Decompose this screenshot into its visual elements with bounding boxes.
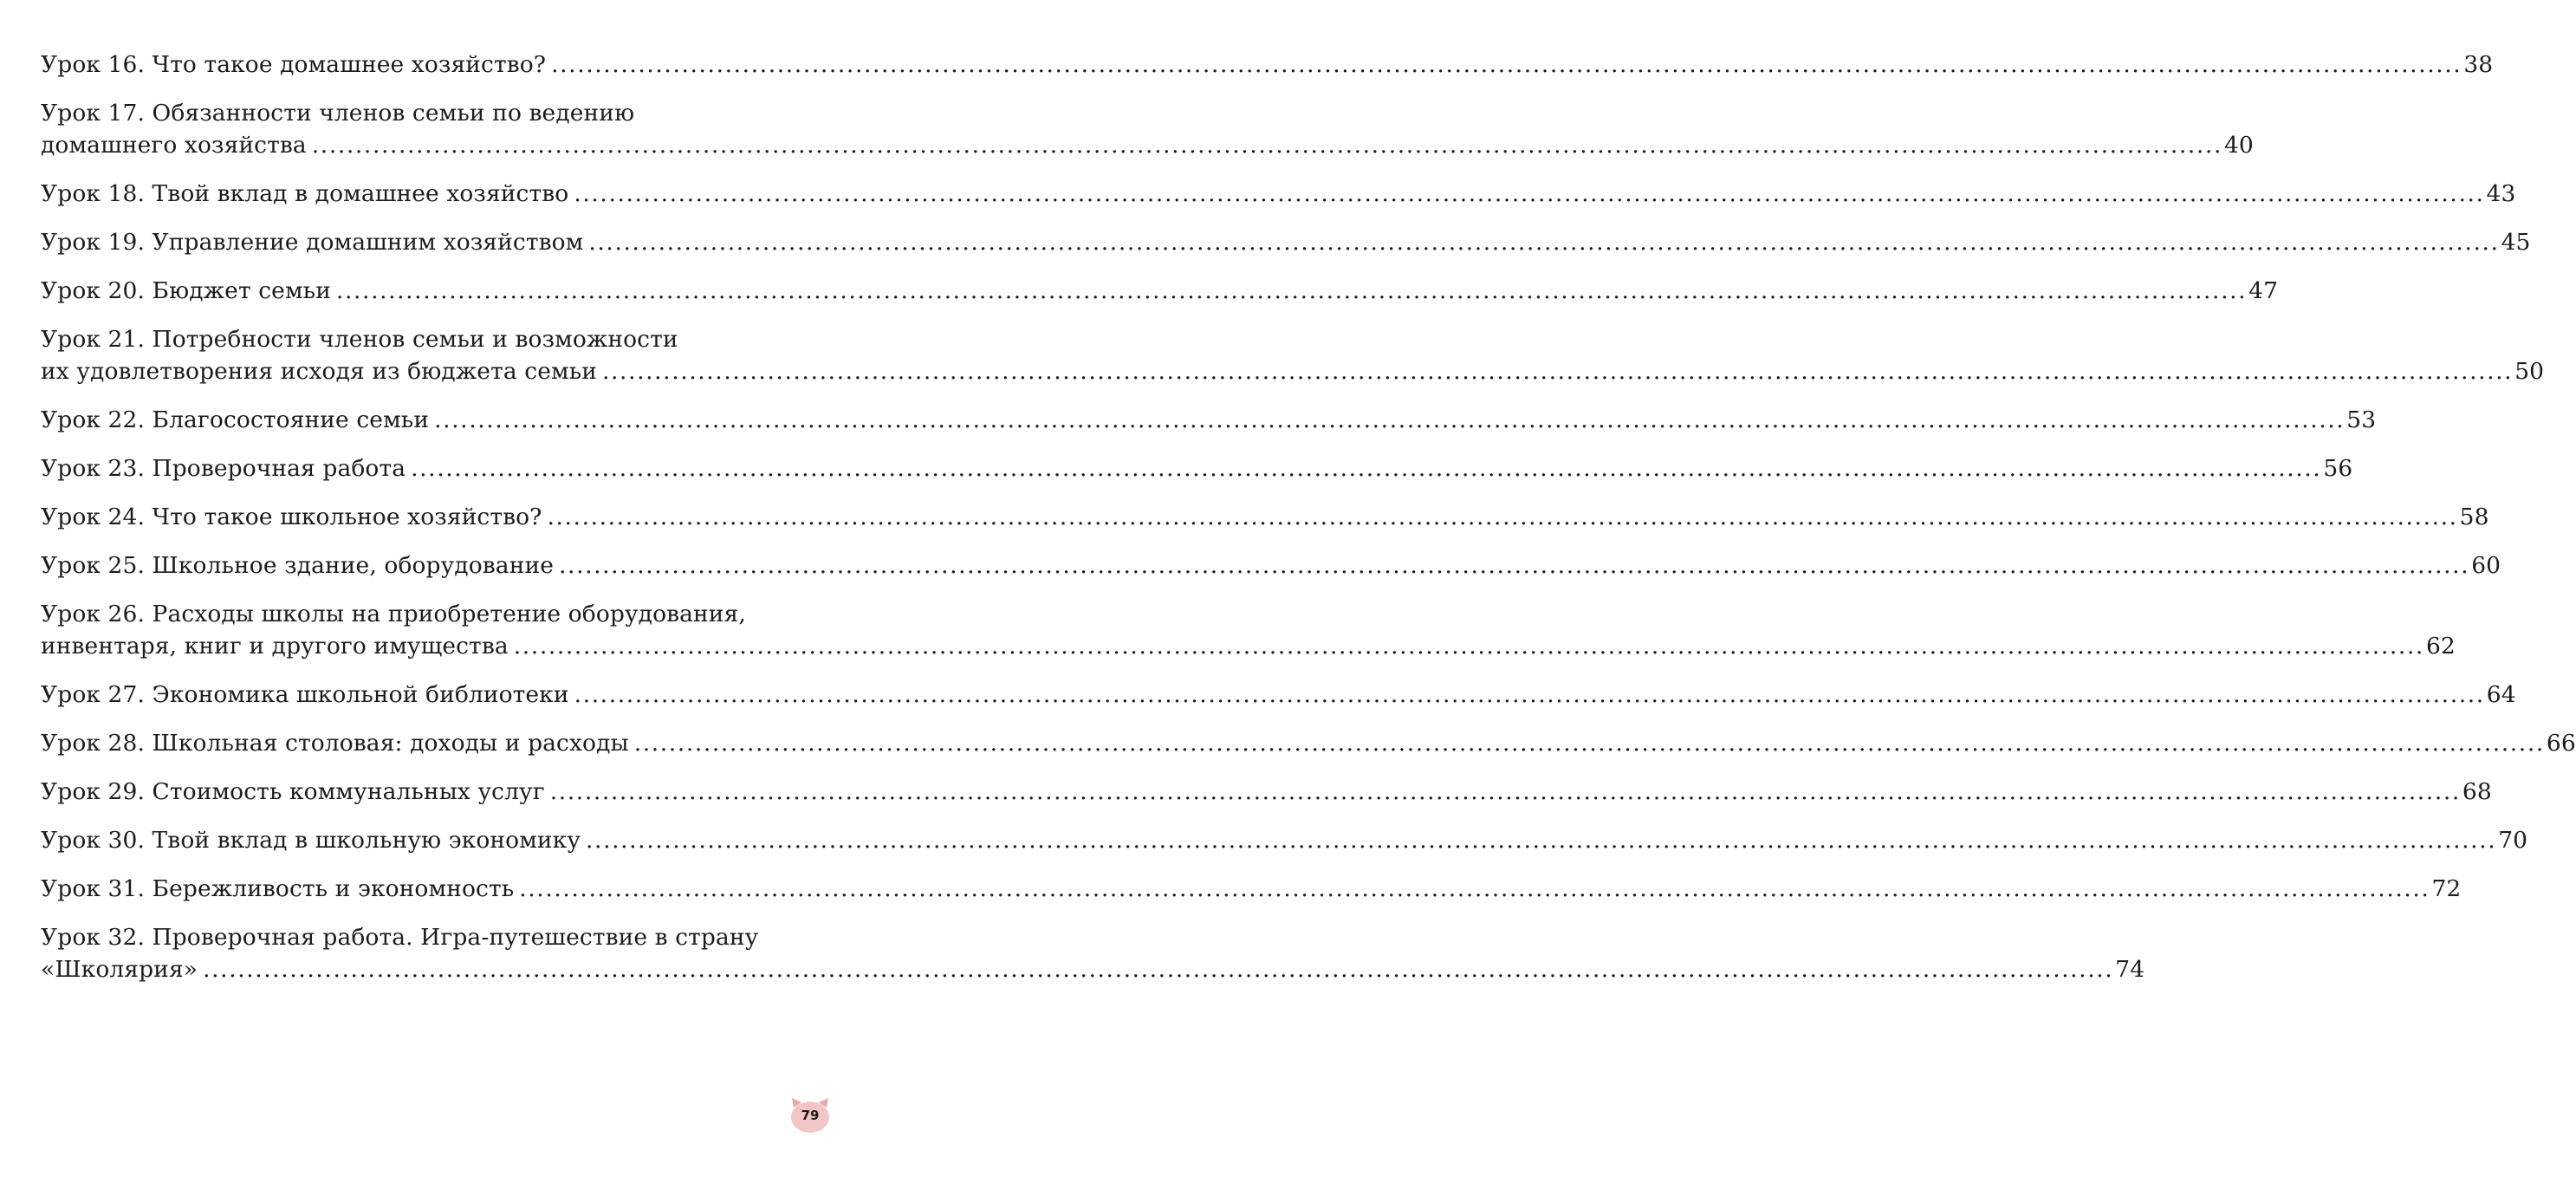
toc-entry-page-number: 58 [2459, 504, 2489, 530]
toc-entry [41, 226, 2531, 258]
toc-entry-page-number: 70 [2498, 827, 2528, 854]
toc-entry-title-line: Урок 28. Школьная столовая: доходы и расходы [41, 730, 629, 757]
dot-leader: ............................................................................................................................................................................................................................ [519, 875, 2430, 902]
toc-entry-page-number: 50 [2514, 358, 2545, 385]
toc-entry-row [41, 49, 2494, 81]
toc-entry-row [41, 226, 2531, 258]
toc-entry-row [41, 452, 2353, 484]
toc-entry-page-number: 43 [2486, 180, 2516, 207]
dot-leader: ............................................................................................................................................................................................................................ [335, 277, 2248, 304]
toc-entry-page-number: 45 [2501, 229, 2531, 256]
toc-entry-title-line: инвентаря, книг и другого имущества [41, 633, 509, 660]
toc-entry-row [41, 824, 2528, 856]
toc-entry-row [41, 129, 2254, 161]
dot-leader: ............................................................................................................................................................................................................................ [547, 504, 2458, 530]
toc-entry-title-line: Урок 16. Что такое домашнее хозяйство? [41, 51, 547, 78]
toc-entry [41, 598, 2456, 662]
toc-entry [41, 404, 2377, 436]
toc-entry-page-number: 47 [2248, 277, 2279, 304]
toc-entry [41, 776, 2492, 808]
toc-entry [41, 452, 2353, 484]
dot-leader: ............................................................................................................................................................................................................................ [559, 552, 2470, 579]
dot-leader: ............................................................................................................................................................................................................................ [549, 778, 2461, 805]
dot-leader: ............................................................................................................................................................................................................................ [633, 730, 2545, 757]
toc-entry-row [41, 178, 2516, 210]
toc-entry-page-number: 38 [2463, 51, 2494, 78]
toc-entry-title-line: Урок 29. Стоимость коммунальных услуг [41, 778, 545, 805]
toc-entry-row [41, 679, 2516, 711]
dot-leader: ............................................................................................................................................................................................................................ [434, 406, 2346, 433]
toc-entry [41, 97, 2254, 161]
toc-entry [41, 921, 2145, 985]
toc-entry-title-line: Урок 32. Проверочная работа. Игра-путешествие в страну [41, 924, 759, 951]
toc-entry-row [41, 727, 2576, 759]
toc-entry-page-number: 60 [2471, 552, 2501, 579]
toc-entry-title-line: «Школярия» [41, 956, 198, 983]
toc-entry-row [41, 355, 2545, 387]
toc-entry-row [41, 776, 2492, 808]
toc-entry-title-line: Урок 22. Благосостояние семьи [41, 406, 430, 433]
toc-entry-title-line: Урок 21. Потребности членов семьи и возможности [41, 326, 678, 353]
toc-entry-page-number: 56 [2323, 455, 2353, 482]
toc-entry [41, 49, 2494, 81]
toc-entry-page-number: 62 [2425, 633, 2456, 660]
toc-entry-page-number: 66 [2546, 730, 2576, 757]
table-of-contents [41, 49, 2576, 985]
toc-entry-title-line: Урок 19. Управление домашним хозяйством [41, 229, 584, 256]
toc-entry-title-line: Урок 25. Школьное здание, оборудование [41, 552, 555, 579]
dot-leader: ............................................................................................................................................................................................................................ [513, 633, 2424, 660]
toc-entry-row [41, 501, 2489, 533]
toc-entry [41, 275, 2279, 307]
toc-entry-row [41, 275, 2279, 307]
toc-entry-title-line: Урок 31. Бережливость и экономность [41, 875, 515, 902]
toc-entry-page-number: 40 [2223, 132, 2254, 159]
toc-entry-page-number: 74 [2115, 956, 2145, 983]
page-number-badge [788, 1096, 832, 1134]
toc-entry-title-line: Урок 27. Экономика школьной библиотеки [41, 681, 569, 708]
toc-entry-title-line: Урок 23. Проверочная работа [41, 455, 406, 482]
toc-entry-row [41, 549, 2501, 582]
page-number: 79 [801, 1108, 820, 1123]
toc-entry-title-line: Урок 20. Бюджет семьи [41, 277, 331, 304]
dot-leader: ............................................................................................................................................................................................................................ [574, 180, 2485, 207]
toc-entry-title-line: Урок 30. Твой вклад в школьную экономику [41, 827, 581, 854]
toc-entry [41, 679, 2516, 711]
toc-entry-page-number: 64 [2486, 681, 2516, 708]
toc-entry [41, 549, 2501, 582]
dot-leader: ............................................................................................................................................................................................................................ [588, 229, 2500, 256]
dot-leader: ............................................................................................................................................................................................................................ [551, 51, 2462, 78]
toc-entry [41, 727, 2576, 759]
dot-leader: ............................................................................................................................................................................................................................ [586, 827, 2497, 854]
toc-entry-page-number: 72 [2431, 875, 2462, 902]
toc-entry-title-line: их удовлетворения исходя из бюджета семьи [41, 358, 597, 385]
toc-entry-row [41, 873, 2462, 905]
toc-entry [41, 824, 2528, 856]
toc-entry-title-line: Урок 17. Обязанности членов семьи по ведению [41, 100, 635, 127]
toc-entry-title-line: Урок 26. Расходы школы на приобретение оборудования, [41, 601, 746, 627]
dot-leader: ............................................................................................................................................................................................................................ [574, 681, 2485, 708]
toc-entry-page-number: 68 [2462, 778, 2492, 805]
toc-entry [41, 323, 2545, 387]
toc-entry-title-line: домашнего хозяйства [41, 132, 307, 159]
toc-entry-title-line: Урок 18. Твой вклад в домашнее хозяйство [41, 180, 569, 207]
toc-entry [41, 873, 2462, 905]
toc-entry [41, 501, 2489, 533]
toc-entry-row [41, 953, 2145, 985]
toc-entry-row [41, 630, 2456, 662]
dot-leader: ............................................................................................................................................................................................................................ [411, 455, 2322, 482]
toc-entry [41, 178, 2516, 210]
toc-entry-row [41, 404, 2377, 436]
toc-entry-page-number: 53 [2346, 406, 2377, 433]
toc-entry-title-line: Урок 24. Что такое школьное хозяйство? [41, 504, 542, 530]
dot-leader: ............................................................................................................................................................................................................................ [602, 358, 2514, 385]
dot-leader: ............................................................................................................................................................................................................................ [203, 956, 2114, 983]
dot-leader: ............................................................................................................................................................................................................................ [311, 132, 2222, 159]
